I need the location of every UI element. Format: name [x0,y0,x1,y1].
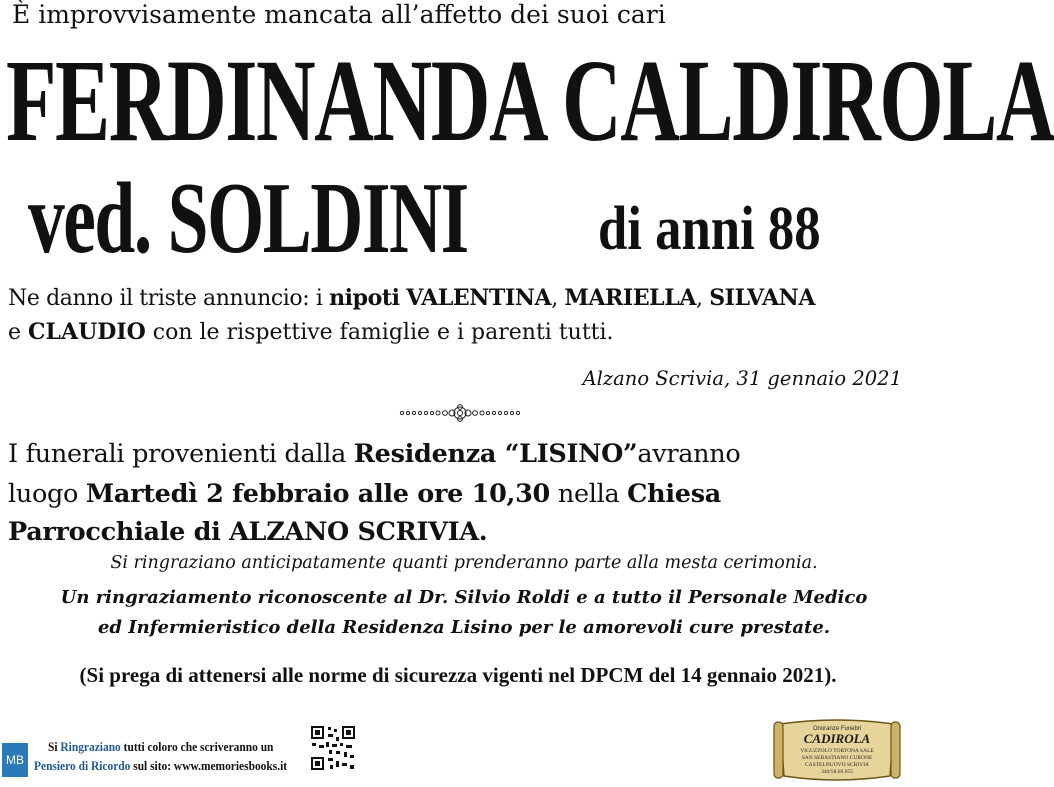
funeral-text: luogo [8,479,86,509]
deceased-name: FERDINANDA CALDIROLA [6,35,1054,166]
footer-line-2 [34,758,287,774]
residence-name: Residenza “LISINO” [353,439,638,469]
thanks-line-3: ed Infermieristico della Residenza Lisino per le amorevoli cure prestate. [97,617,831,638]
funeral-home-phone: 340/58.69.655 [821,769,853,775]
announcement-intro: Ne danno il triste annuncio: i [8,286,330,311]
church-label: Chiesa [627,479,721,509]
qr-code-icon[interactable] [310,725,356,775]
divider-ornament [398,404,522,426]
footer-highlight: Ringraziano [60,739,121,754]
nipoti-label: nipoti [329,285,400,311]
funeral-home-towns: VIGUZZOLO TORTONA SALE [800,748,874,754]
relative-claudio: CLAUDIO [28,319,146,345]
memoriesbooks-logo: MB [2,743,28,777]
place-date: Alzano Scrivia, 31 gennaio 2021 [582,367,902,390]
safety-note: (Si prega di attenersi alle norme di sicurezza vigenti nel DPCM del 14 gennaio 2021). [79,663,837,687]
conjunction: e [8,320,29,345]
funeral-text: avranno [637,439,741,469]
separator: , [551,286,565,311]
footer-text: tutti coloro che scriveranno un [120,739,274,754]
thanks-line-1: Si ringraziano anticipatamente quanti prenderanno parte alla mesta cerimonia. [110,553,818,573]
announcement-end: con le rispettive famiglie e i parenti tutti. [145,320,614,345]
funeral-home-name: CADIROLA [803,731,871,746]
relative-mariella: MARIELLA [564,285,696,311]
funeral-home-towns: CASTELNUOVO SCRIVIA [804,762,870,768]
thanks-line-2: Un ringraziamento riconoscente al Dr. Silvio Roldi e a tutto il Personale Medico [60,587,868,608]
footer-text: Si [48,739,61,754]
footer-text: sul sito: [130,758,174,773]
funeral-line-3: Parrocchiale di ALZANO SCRIVIA. [8,517,488,547]
separator: , [696,286,710,311]
funeral-text: nella [550,479,628,509]
announcement-line-2 [8,317,614,348]
announcement-line-1 [8,283,815,314]
website-link[interactable]: www.memoriesbooks.it [173,758,288,773]
funeral-line-1 [8,437,740,471]
funeral-datetime: Martedì 2 febbraio alle ore 10,30 [85,479,551,509]
funeral-text: I funerali provenienti dalla [8,439,354,469]
funeral-home-scroll-logo [772,718,902,786]
widow-of-name: ved. SOLDINI [28,162,468,275]
footer-line-1 [48,739,273,755]
age-text: di anni 88 [598,195,821,263]
relative-silvana: SILVANA [709,285,816,311]
footer-highlight: Pensiero di Ricordo [34,758,131,773]
relative-valentina: VALENTINA [406,285,552,311]
funeral-home-label: Onoranze Funebri [812,726,862,732]
funeral-home-towns: SAN SEBASTIANO CURONE [801,755,873,761]
intro-text: È improvvisamente mancata all’affetto dei suoi cari [12,0,666,29]
funeral-line-2 [8,477,721,511]
